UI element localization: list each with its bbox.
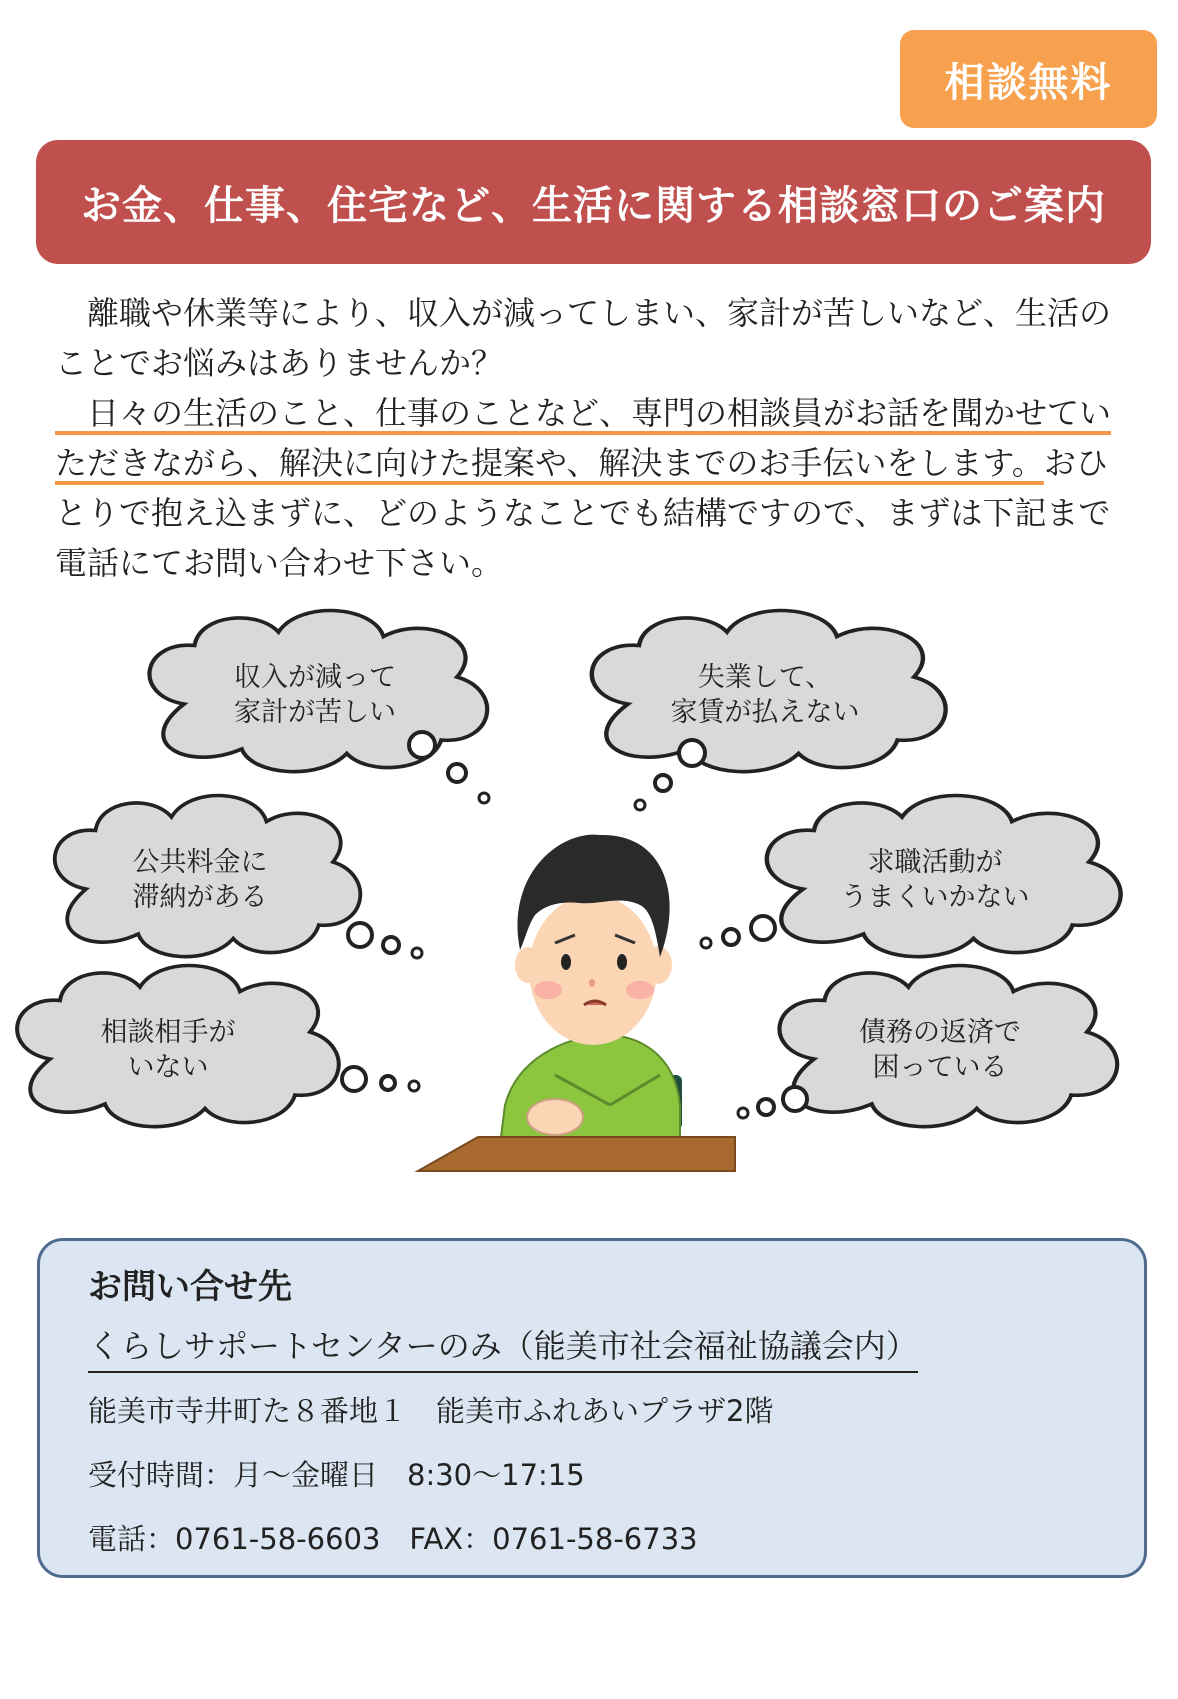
thought-bubble-utilities bbox=[55, 796, 422, 958]
contact-hours: 受付時間：月～金曜日 8:30～17:15 bbox=[88, 1458, 585, 1492]
bubble-job-hunting-line1: 求職活動が bbox=[867, 847, 1003, 878]
thought-bubble-unemployment bbox=[592, 611, 946, 810]
bubble-job-hunting-line2: うまくいかない bbox=[840, 882, 1030, 913]
bubble-utilities-line2: 滞納がある bbox=[132, 882, 268, 913]
worried-person bbox=[500, 835, 682, 1145]
bubble-income-line1: 収入が減って bbox=[234, 662, 396, 693]
thought-bubble-income bbox=[149, 611, 489, 803]
free-consultation-badge: 相談無料 bbox=[900, 30, 1157, 128]
thought-bubble-job-hunting bbox=[701, 796, 1121, 957]
bubble-debt-line1: 債務の返済で bbox=[859, 1017, 1021, 1048]
bubble-utilities-line1: 公共料金に bbox=[132, 847, 268, 878]
bubble-no-one-line1: 相談相手が bbox=[100, 1017, 236, 1048]
intro-paragraph-1: 離職や休業等により、収入が減ってしまい、家計が苦しいなど、生活のことでお悩みはありませんか？ bbox=[55, 294, 1112, 382]
intro-paragraph-2 bbox=[55, 388, 1125, 588]
bubble-unemployment-line1: 失業して、 bbox=[697, 662, 833, 693]
contact-box bbox=[37, 1238, 1147, 1578]
intro-text bbox=[55, 288, 1125, 588]
contact-address: 能美市寺井町た８番地１ 能美市ふれあいプラザ2階 bbox=[88, 1394, 774, 1428]
intro-paragraph-2-rest: おひとりで抱え込まずに、どのようなことでも結構ですので、まずは下記まで電話にてお問い合わせ下さい。 bbox=[55, 444, 1111, 582]
page-title-banner: お金、仕事、住宅など、生活に関する相談窓口のご案内 bbox=[36, 140, 1151, 264]
thought-bubble-debt bbox=[738, 966, 1117, 1127]
contact-title: お問い合せ先 bbox=[88, 1267, 292, 1307]
bubble-debt-line2: 困っている bbox=[872, 1052, 1008, 1083]
bubble-income-line2: 家計が苦しい bbox=[234, 697, 396, 728]
intro-highlight: 日々の生活のこと、仕事のことなど、専門の相談員がお話を聞かせていただきながら、解決に向けた提案や、解決までのお手伝いをします。 bbox=[55, 394, 1112, 482]
worried-person-illustration bbox=[0, 605, 1178, 1205]
bubble-no-one-line2: いない bbox=[127, 1052, 209, 1083]
contact-organization: くらしサポートセンターのみ（能美市社会福祉協議会内） bbox=[88, 1321, 918, 1373]
desk bbox=[418, 1137, 735, 1171]
thought-bubble-no-one-to-talk bbox=[17, 966, 419, 1127]
bubble-unemployment-line2: 家賃が払えない bbox=[670, 697, 860, 728]
contact-phone: 電話：0761-58-6603 FAX：0761-58-6733 bbox=[88, 1522, 698, 1556]
